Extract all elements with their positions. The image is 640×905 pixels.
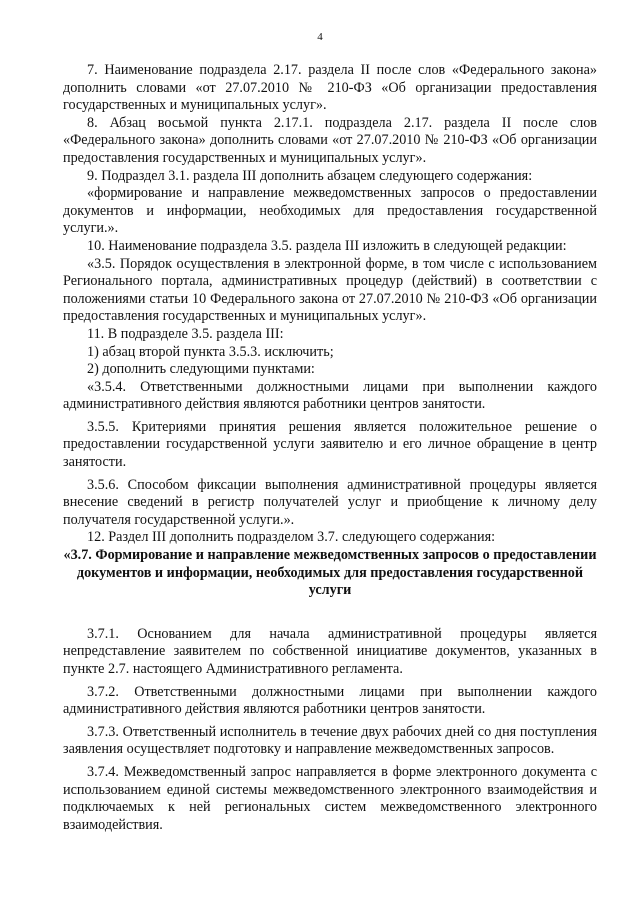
paragraph-9: 9. Подраздел 3.1. раздела III дополнить абзацем следующего содержания:: [87, 167, 533, 184]
page-number: 4: [317, 31, 323, 43]
paragraph-3-5-4: «3.5.4. Ответственными должностными лицами при выполнении каждого административного действия являются работники центров занятости.: [63, 378, 597, 413]
paragraph-9-quote: «формирование и направление межведомственных запросов о предоставлении документов и информации, необходимых для предоставления государственной услуги.».: [63, 185, 597, 237]
paragraph-10-quote: «3.5. Порядок осуществления в электронной форме, в том числе с использованием Регионального портала, административных процедур (действий) в соответствии с положениями статьи 10 Федерального закона от 27.07.2010 № 210-ФЗ «Об организации предоставления государственных и муниципальных услуг».: [63, 255, 597, 325]
section-heading: «3.7. Формирование и направление межведомственных запросов о предоставлении документов и информации, необходимых для предоставления государственной услуги: [63, 547, 597, 599]
paragraph-3-7-3: 3.7.3. Ответственный исполнитель в течение двух рабочих дней со дня поступления заявления осуществляет подготовку и направление межведомственных запросов.: [63, 723, 597, 758]
paragraph-11-item-1: 1) абзац второй пункта 3.5.3. исключить;: [87, 343, 334, 360]
paragraph-3-7-2: 3.7.2. Ответственными должностными лицами при выполнении каждого административного действия являются работники центров занятости.: [63, 683, 597, 718]
paragraph-10: 10. Наименование подраздела 3.5. раздела III изложить в следующей редакции:: [87, 237, 567, 254]
paragraph-3-5-5: 3.5.5. Критериями принятия решения является положительное решение о предоставлении государственной услуги заявителю и его личное обращение в центр занятости.: [63, 418, 597, 471]
paragraph-3-7-4: 3.7.4. Межведомственный запрос направляется в форме электронного документа с использованием единой системы межведомственного электронного взаимодействия и подключаемых к ней региональных систем межведомственного электронного взаимодействия.: [63, 763, 597, 833]
paragraph-11: 11. В подразделе 3.5. раздела III:: [87, 325, 284, 342]
paragraph-12: 12. Раздел III дополнить подразделом 3.7. следующего содержания:: [87, 529, 496, 546]
paragraph-3-7-1: 3.7.1. Основанием для начала административной процедуры является непредставление заявителем по собственной инициативе документов, указанных в пункте 2.7. настоящего Административного регламента.: [63, 625, 597, 677]
paragraph-11-item-2: 2) дополнить следующими пунктами:: [87, 361, 315, 378]
paragraph-3-5-6: 3.5.6. Способом фиксации выполнения административной процедуры является внесение сведений в регистр получателей услуг и приобщение к личному делу получателя государственной услуги.».: [63, 476, 597, 528]
document-body: [63, 62, 597, 834]
paragraph-7: 7. Наименование подраздела 2.17. раздела II после слов «Федерального закона» дополнить словами «от 27.07.2010 № 210-ФЗ «Об организации предоставления государственных и муниципальных услуг».: [63, 62, 597, 114]
paragraph-8: 8. Абзац восьмой пункта 2.17.1. подраздела 2.17. раздела II после слов «Федерального закона» дополнить словами «от 27.07.2010 № 210-ФЗ «Об организации предоставления государственных и муниципальных услуг».: [63, 114, 597, 166]
